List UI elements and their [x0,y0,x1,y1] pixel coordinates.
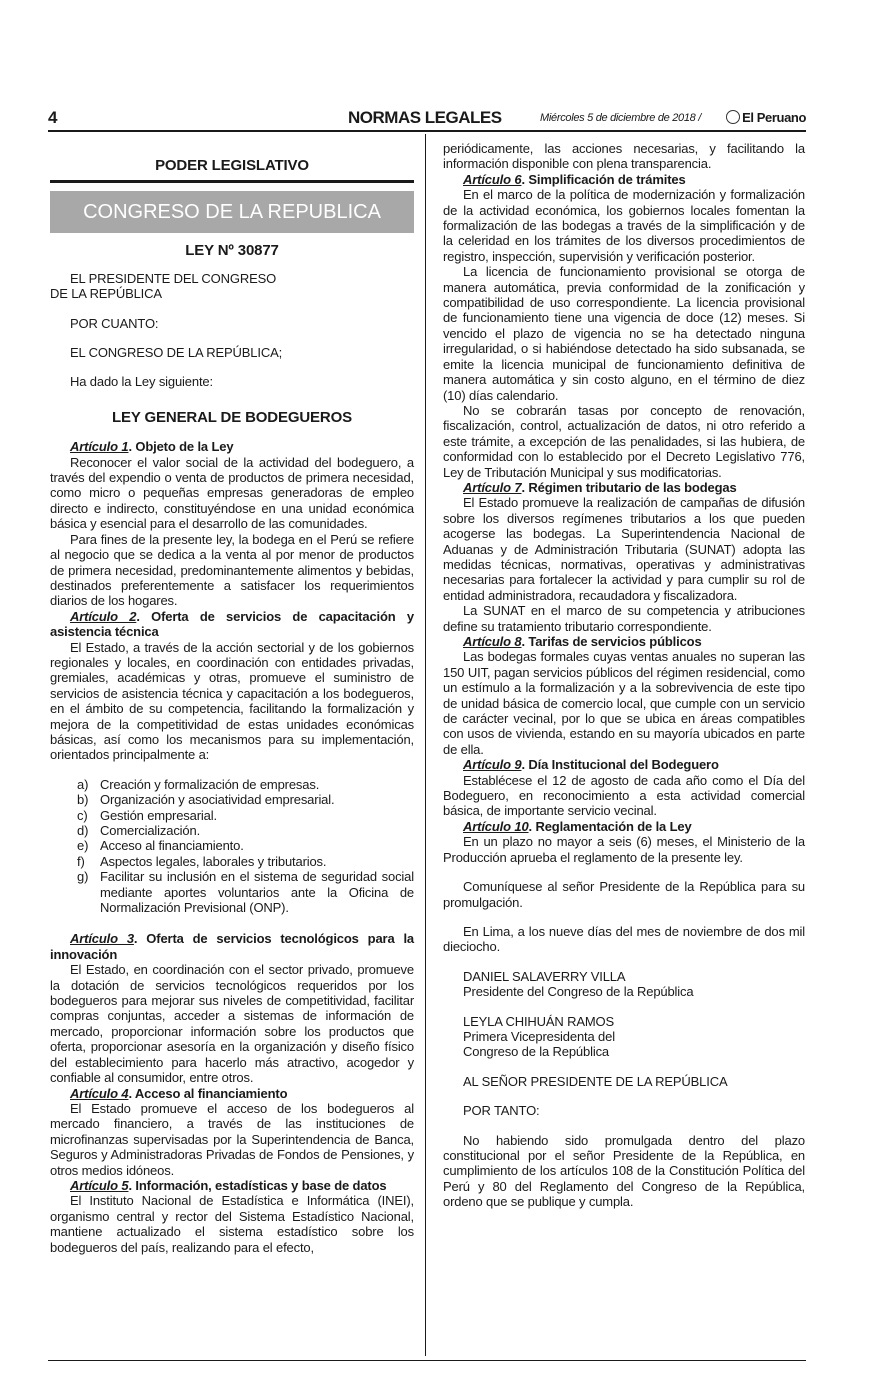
article-number: Artículo 7 [463,479,522,495]
issue-date: Miércoles 5 de diciembre de 2018 / [540,112,702,124]
list-item [50,869,414,915]
list-text: Gestión empresarial. [100,807,217,823]
article-title: . Objeto de la Ley [128,439,234,455]
article-title: . Régimen tributario de las bodegas [521,479,737,495]
article-10-paragraph: En un plazo no mayor a seis (6) meses, el Ministerio de la Producción aprueba el reglamento de la presente ley. [443,834,805,865]
list-text: Facilitar su inclusión en el sistema de seguridad social mediante aportes voluntarios ante la Oficina de Normalización Previsional (ONP). [100,869,414,916]
article-7-paragraph: El Estado promueve la realización de campañas de difusión sobre los diversos regímenes tributarios a los que pueden acogerse las bodegas. La Superintendencia Nacional de Aduanas y de Administración Tributaria (SUNAT) adopta las medidas técnicas, normativas, operativas y administrativas necesarias para fortalecer la actividad y para cumplir su rol de entidad administradora, recaudadora y fiscalizadora. [443,495,805,603]
article-number: Artículo 3 [70,931,134,947]
list-text: Organización y asociatividad empresarial. [100,792,335,808]
article-title: . Reglamentación de la Ley [528,818,692,834]
article-1-heading [50,439,414,454]
law-number: LEY Nº 30877 [185,242,279,260]
article-title: . Oferta de servicios de capacitación y asistencia técnica [50,608,414,640]
article-9-heading [443,757,805,772]
article-10-heading [443,819,805,834]
law-title: LEY GENERAL DE BODEGUEROS [112,408,352,426]
list-item [50,854,414,869]
page-number: 4 [48,108,58,127]
article-6-paragraph: La licencia de funcionamiento provisional se otorga de manera automática, previa conformidad de la zonificación y compatibilidad de uso correspondiente. La licencia provisional de funcionamiento tiene una vigencia de doce (12) meses. Si vencido el plazo de vigencia no se ha detectado ninguna irregularidad, o si habiéndose detectado ha sido subsanada, se emite la licencia municipal de funcionamiento definitiva de manera automática y sin costo alguno, en el término de diez (10) días calendario. [443,264,805,403]
list-text: Comercialización. [100,823,201,838]
publication-name: NORMAS LEGALES [348,108,502,127]
article-8-heading [443,634,805,649]
article-title: . Día Institucional del Bodeguero [521,757,719,773]
list-item [50,792,414,807]
article-number: Artículo 10 [463,818,529,834]
article-number: Artículo 2 [70,608,137,624]
article-title: . Tarifas de servicios públicos [521,634,702,649]
article-title: . Oferta de servicios tecnológicos para la innovación [50,931,414,962]
final-paragraph: No habiendo sido promulgada dentro del plazo constitucional por el señor Presidente de la República, en cumplimiento de los artículos 108 de la Constitución Política del Perú y 80 del Reglamento del Congreso de la República, ordeno que se publique y cumpla. [443,1132,805,1210]
intro-congreso: EL CONGRESO DE LA REPÚBLICA; [70,345,283,361]
article-7-paragraph: La SUNAT en el marco de su competencia y atribuciones define su tratamiento tributario correspondiente. [443,603,805,634]
article-number: Artículo 6 [463,171,522,187]
article-3-heading [50,931,414,962]
article-1-paragraph: Para fines de la presente ley, la bodega en el Perú se refiere al negocio que se dedica a la venta al por menor de productos de primera necesidad, predominantemente alimentos y bebidas, destinados preferentemente a satisfacer los requerimientos diarios de los hogares. [50,531,414,609]
article-8-paragraph: Las bodegas formales cuyas ventas anuales no superan las 150 UIT, pagan servicios públicos del régimen residencial, como un estímulo a la formalización y a la sobrevivencia de este tipo de unidad básica de comercio local, que cumple con un servicio de carácter vecinal, por lo que se ubica en áreas compatibles con usos de vivienda, estando en su mayoría ubicados en parte de ella. [443,649,805,757]
list-text: Creación y formalización de empresas. [100,776,320,792]
signatory-2-role: Primera Vicepresidenta del [463,1028,615,1044]
article-6-heading [443,172,805,187]
list-letter: a) [77,776,89,792]
list-letter: g) [77,869,89,885]
list-item [50,808,414,823]
congress-banner: CONGRESO DE LA REPUBLICA [50,191,414,233]
list-letter: e) [77,838,89,854]
signatory-2-name: LEYLA CHIHUÁN RAMOS [463,1013,615,1029]
article-2-heading [50,609,414,640]
list-item [50,777,414,792]
article-3-paragraph: El Estado, en coordinación con el sector privado, promueve la dotación de servicios tecnológicos requeridos por los bodegueros para mejorar sus niveles de competitividad, facilitar compras conjuntas, acceder a sistemas de información de mercado, proporcionar información sobre los productos que oferta, proporcionar asesoría en la organización y diseño físico del establecimiento para hacerlo más atractivo, acogedor y confiable al consumidor, entre otros. [50,962,414,1086]
left-column [50,138,414,1255]
article-title: . Acceso al financiamiento [128,1085,288,1101]
seal-icon [726,110,740,124]
article-4-heading [50,1086,414,1101]
list-item [50,838,414,853]
column-separator [425,134,426,1356]
comuniquese: Comuníquese al señor Presidente de la República para su promulgación. [443,879,805,910]
brand-name: El Peruano [742,110,806,125]
addressee: AL SEÑOR PRESIDENTE DE LA REPÚBLICA [463,1073,728,1089]
por-tanto: POR TANTO: [463,1103,540,1119]
list-text: Acceso al financiamiento. [100,838,244,854]
article-2-paragraph: El Estado, a través de la acción sectorial y de los gobiernos regionales y locales, en coordinación con entidades privadas, gremiales, académicas y otras, promueve el suministro de servicios de asistencia técnica y capacitación a los bodegueros, en el ámbito de su competencia, facilitando la formalización y mejora de la competitividad de estas unidades económicas básicas, así como los mecanismos para su implementación, orientados principalmente a: [50,639,414,763]
brand [726,110,806,125]
article-6-paragraph: No se cobrarán tasas por concepto de renovación, fiscalización, control, actualización de datos, ni otro referido a este trámite, a excepción de las penalidades, si las hubiera, de conformidad con lo establecido por el Decreto Legislativo 776, Ley de Tributación Municipal y sus modificatorias. [443,402,805,480]
place-and-date: En Lima, a los nueve días del mes de noviembre de dos mil dieciocho. [443,923,805,955]
article-6-paragraph: En el marco de la política de modernización y formalización de la actividad económica, los gobiernos locales fomentan la formalización de las bodegas a través de la simplificación y de la celeridad en los trámites de los diversos procedimientos de registro, inspección, supervisión y verificación posterior. [443,187,805,264]
article-5-continuation: periódicamente, las acciones necesarias, y facilitando la información disponible con plena transparencia. [443,141,805,172]
signatory-1-name: DANIEL SALAVERRY VILLA [463,968,626,984]
list-letter: b) [77,792,89,808]
intro-president: EL PRESIDENTE DEL CONGRESO DE LA REPÚBLICA [50,270,277,302]
article-title: . Simplificación de trámites [521,171,686,187]
signatory-2-role: Congreso de la República [463,1044,609,1060]
article-number: Artículo 8 [463,634,522,649]
list-letter: d) [77,823,89,838]
article-number: Artículo 4 [70,1085,129,1101]
article-number: Artículo 5 [70,1177,129,1193]
article-7-heading [443,480,805,495]
list-text: Aspectos legales, laborales y tributarios. [100,853,327,869]
list-item [50,823,414,838]
list-letter: c) [77,807,88,823]
article-5-heading [50,1178,414,1193]
section-title: PODER LEGISLATIVO [155,157,309,174]
right-column [443,141,805,1210]
section-rule [50,180,414,183]
intro-ha-dado: Ha dado la Ley siguiente: [70,374,213,390]
article-9-paragraph: Establécese el 12 de agosto de cada año como el Día del Bodeguero, en reconocimiento a esta actividad comercial básica, de importante servicio vecinal. [443,772,805,819]
intro-por-cuanto: POR CUANTO: [70,315,159,331]
article-1-paragraph: Reconocer el valor social de la actividad del bodeguero, a través del expendio o venta de productos de primera necesidad, como micro o pequeñas empresas generadoras de empleo directo e indirecto, constituyéndose en una unidad económica básica y esencial para el desarrollo de las comunidades. [50,454,414,532]
article-number: Artículo 1 [70,439,129,455]
article-5-paragraph: El Instituto Nacional de Estadística e Informática (INEI), organismo central y rector del Sistema Estadístico Nacional, mantiene actualizado el sistema estadístico sobre los bodegueros del país, realizando para el efecto, [50,1193,414,1255]
article-2-list [50,777,414,916]
article-title: . Información, estadísticas y base de datos [128,1177,387,1193]
article-4-paragraph: El Estado promueve el acceso de los bodegueros al mercado financiero, a través de las instituciones de microfinanzas supervisadas por la Superintendencia de Banca, Seguros y Administradoras Privadas de Fondos de Pensiones, y otros medios idóneos. [50,1100,414,1178]
article-number: Artículo 9 [463,757,522,773]
signatory-1-role: Presidente del Congreso de la República [463,984,694,1000]
header-rule [48,130,806,132]
footer-rule [48,1360,806,1361]
list-letter: f) [77,853,85,869]
page-header [48,106,806,128]
